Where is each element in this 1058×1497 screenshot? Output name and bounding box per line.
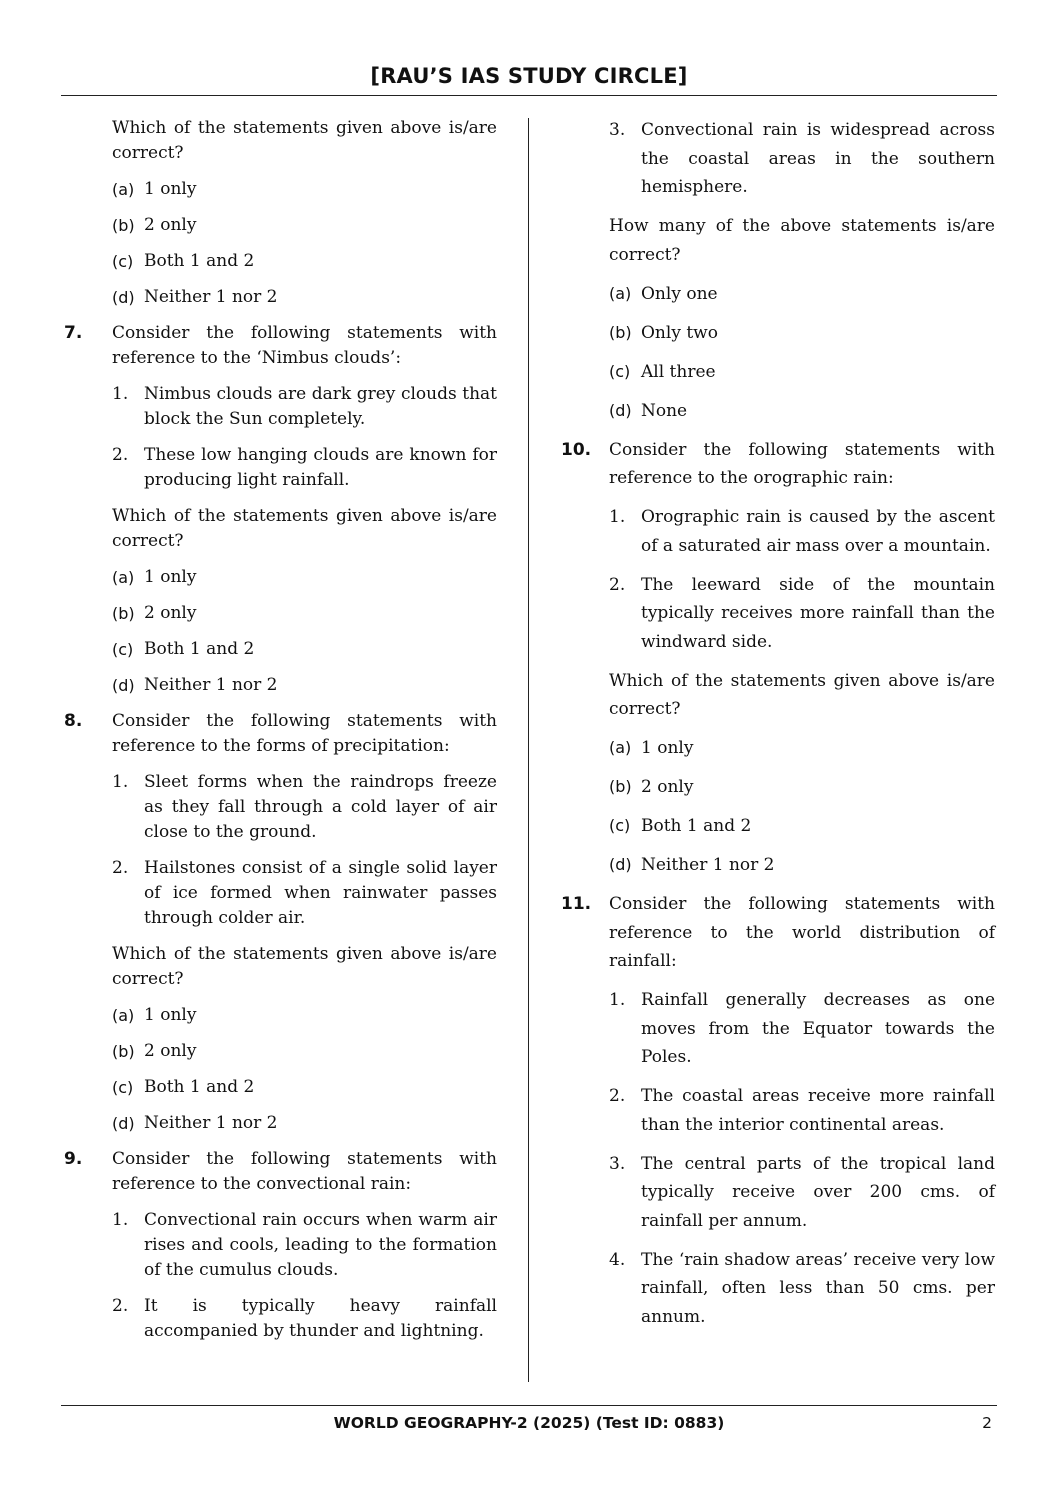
- q11-statement-2: [558, 1082, 995, 1139]
- q9-option-b: [558, 319, 995, 348]
- question-10: [558, 436, 995, 493]
- q7-option-b: [61, 601, 497, 626]
- option-text: Both 1 and 2: [144, 251, 255, 271]
- q8-option-b: [61, 1039, 497, 1064]
- q11-statement-1: [558, 986, 995, 1072]
- statement-number: 4.: [609, 1249, 626, 1270]
- statement-text: The coastal areas receive more rainfall than the interior continental areas.: [641, 1086, 995, 1135]
- q7-option-d: [61, 673, 497, 698]
- option-text: None: [641, 400, 688, 421]
- question-9: [61, 1147, 497, 1197]
- option-text: 2 only: [144, 1041, 197, 1061]
- option-label: (a): [609, 283, 632, 303]
- q8-stem: Which of the statements given above is/are correct?: [112, 944, 497, 989]
- question-number: 8.: [64, 711, 83, 731]
- question-number: 9.: [64, 1149, 83, 1169]
- statement-text: Sleet forms when the raindrops freeze as they fall through a cold layer of air close to the ground.: [144, 772, 497, 842]
- option-label: (b): [112, 216, 135, 235]
- statement-number: 3.: [609, 120, 626, 140]
- statement-text: Convectional rain occurs when warm air rises and cools, leading to the formation of the cumulus clouds.: [144, 1210, 497, 1280]
- q9-statement-1: [61, 1208, 497, 1283]
- option-text: 2 only: [641, 777, 694, 797]
- option-text: 1 only: [144, 567, 197, 587]
- option-text: 1 only: [641, 738, 694, 758]
- question-intro: Consider the following statements with reference to the forms of precipitation:: [112, 711, 497, 756]
- statement-number: 2.: [112, 1296, 129, 1316]
- statement-number: 2.: [112, 858, 129, 878]
- option-label: (b): [609, 322, 632, 342]
- option-label: (c): [112, 640, 134, 659]
- statement-text: It is typically heavy rainfall accompanied by thunder and lightning.: [144, 1296, 497, 1341]
- q10-option-a: [558, 734, 995, 763]
- option-text: 1 only: [144, 1005, 197, 1025]
- statement-text: Convectional rain is widespread across the coastal areas in the southern hemisphere.: [641, 120, 995, 197]
- question-number: 7.: [64, 323, 83, 343]
- statement-number: 1.: [609, 990, 626, 1010]
- option-text: Both 1 and 2: [144, 1077, 255, 1097]
- q7-option-a: [61, 565, 497, 590]
- q9-option-d: [558, 397, 995, 426]
- statement-number: 1.: [112, 772, 129, 792]
- q6-option-c: [61, 249, 497, 274]
- q9-option-c: [558, 358, 995, 387]
- question-number: 10.: [561, 439, 592, 460]
- option-label: (a): [609, 738, 632, 757]
- q9-stem: How many of the above statements is/are correct?: [609, 216, 995, 265]
- option-label: (b): [609, 777, 632, 796]
- page-number: 2: [982, 1414, 992, 1432]
- left-column: [61, 116, 497, 1355]
- question-intro: Consider the following statements with reference to the ‘Nimbus clouds’:: [112, 323, 497, 368]
- statement-text: These low hanging clouds are known for producing light rainfall.: [144, 445, 497, 490]
- option-text: Neither 1 nor 2: [641, 855, 775, 875]
- q9-statement-2: [61, 1294, 497, 1344]
- q9-option-a: [558, 280, 995, 309]
- q8-statement-2: [61, 856, 497, 931]
- option-text: 2 only: [144, 215, 197, 235]
- q7-statement-2: [61, 443, 497, 493]
- q8-option-c: [61, 1075, 497, 1100]
- q7-stem: Which of the statements given above is/are correct?: [112, 506, 497, 551]
- question-intro: Consider the following statements with reference to the world distribution of rainfall:: [609, 894, 995, 971]
- option-label: (a): [112, 1006, 135, 1025]
- q10-option-d: [558, 851, 995, 880]
- option-label: (a): [112, 180, 135, 199]
- q10-option-c: [558, 812, 995, 841]
- footer-title: WORLD GEOGRAPHY-2 (2025) (Test ID: 0883): [333, 1414, 725, 1432]
- question-number: 11.: [561, 894, 592, 914]
- option-text: Neither 1 nor 2: [144, 287, 278, 307]
- option-label: (c): [112, 252, 134, 271]
- option-text: All three: [641, 361, 716, 382]
- q11-statement-3: [558, 1150, 995, 1236]
- q6-option-a: [61, 177, 497, 202]
- header-rule: [61, 95, 997, 96]
- statement-number: 2.: [609, 574, 626, 595]
- question-11: [558, 890, 995, 976]
- option-text: Both 1 and 2: [144, 639, 255, 659]
- statement-text: Rainfall generally decreases as one moves from the Equator towards the Poles.: [641, 990, 995, 1067]
- q9-statement-3: [558, 116, 995, 202]
- statement-text: The leeward side of the mountain typically receives more rainfall than the windward side.: [641, 574, 995, 652]
- statement-text: Nimbus clouds are dark grey clouds that block the Sun completely.: [144, 384, 497, 429]
- option-label: (c): [609, 816, 631, 835]
- q10-stem: Which of the statements given above is/are correct?: [609, 670, 995, 719]
- option-label: (b): [112, 604, 135, 623]
- q11-statement-4: [558, 1246, 995, 1332]
- option-label: (c): [609, 361, 631, 381]
- statement-number: 2.: [112, 445, 129, 465]
- statement-text: Hailstones consist of a single solid layer of ice formed when rainwater passes through colder air.: [144, 858, 497, 928]
- q10-statement-1: [558, 503, 995, 560]
- option-text: Neither 1 nor 2: [144, 675, 278, 695]
- statement-number: 1.: [112, 384, 129, 404]
- q8-option-a: [61, 1003, 497, 1028]
- statement-text: Orographic rain is caused by the ascent of a saturated air mass over a mountain.: [641, 507, 995, 556]
- q8-statement-1: [61, 770, 497, 845]
- question-intro: Consider the following statements with reference to the orographic rain:: [609, 439, 995, 488]
- option-label: (d): [112, 288, 135, 307]
- option-label: (a): [112, 568, 135, 587]
- option-text: Only one: [641, 283, 718, 304]
- option-label: (b): [112, 1042, 135, 1061]
- q10-option-b: [558, 773, 995, 802]
- statement-number: 1.: [609, 507, 626, 527]
- q8-option-d: [61, 1111, 497, 1136]
- q10-statement-2: [558, 571, 995, 657]
- question-8: [61, 709, 497, 759]
- right-column: [558, 116, 995, 1342]
- statement-text: The ‘rain shadow areas’ receive very low rainfall, often less than 50 cms. per annum.: [641, 1249, 995, 1327]
- statement-number: 2.: [609, 1086, 626, 1106]
- q7-option-c: [61, 637, 497, 662]
- statement-number: 3.: [609, 1153, 626, 1174]
- option-text: Only two: [641, 322, 718, 343]
- question-intro: Consider the following statements with reference to the convectional rain:: [112, 1149, 497, 1194]
- footer-rule: [61, 1405, 997, 1406]
- question-7: [61, 321, 497, 371]
- option-text: 2 only: [144, 603, 197, 623]
- option-label: (d): [609, 855, 632, 874]
- column-divider: [528, 118, 529, 1382]
- q7-statement-1: [61, 382, 497, 432]
- option-text: Neither 1 nor 2: [144, 1113, 278, 1133]
- statement-text: The central parts of the tropical land typically receive over 200 cms. of rainfall per annum.: [641, 1153, 995, 1231]
- q6-option-d: [61, 285, 497, 310]
- option-label: (d): [112, 1114, 135, 1133]
- option-label: (c): [112, 1078, 134, 1097]
- option-label: (d): [609, 400, 632, 420]
- option-text: Both 1 and 2: [641, 816, 752, 836]
- q6-stem: Which of the statements given above is/are correct?: [112, 118, 497, 163]
- q6-option-b: [61, 213, 497, 238]
- statement-number: 1.: [112, 1210, 129, 1230]
- option-label: (d): [112, 676, 135, 695]
- page-header-title: [RAU’S IAS STUDY CIRCLE]: [370, 64, 688, 88]
- option-text: 1 only: [144, 179, 197, 199]
